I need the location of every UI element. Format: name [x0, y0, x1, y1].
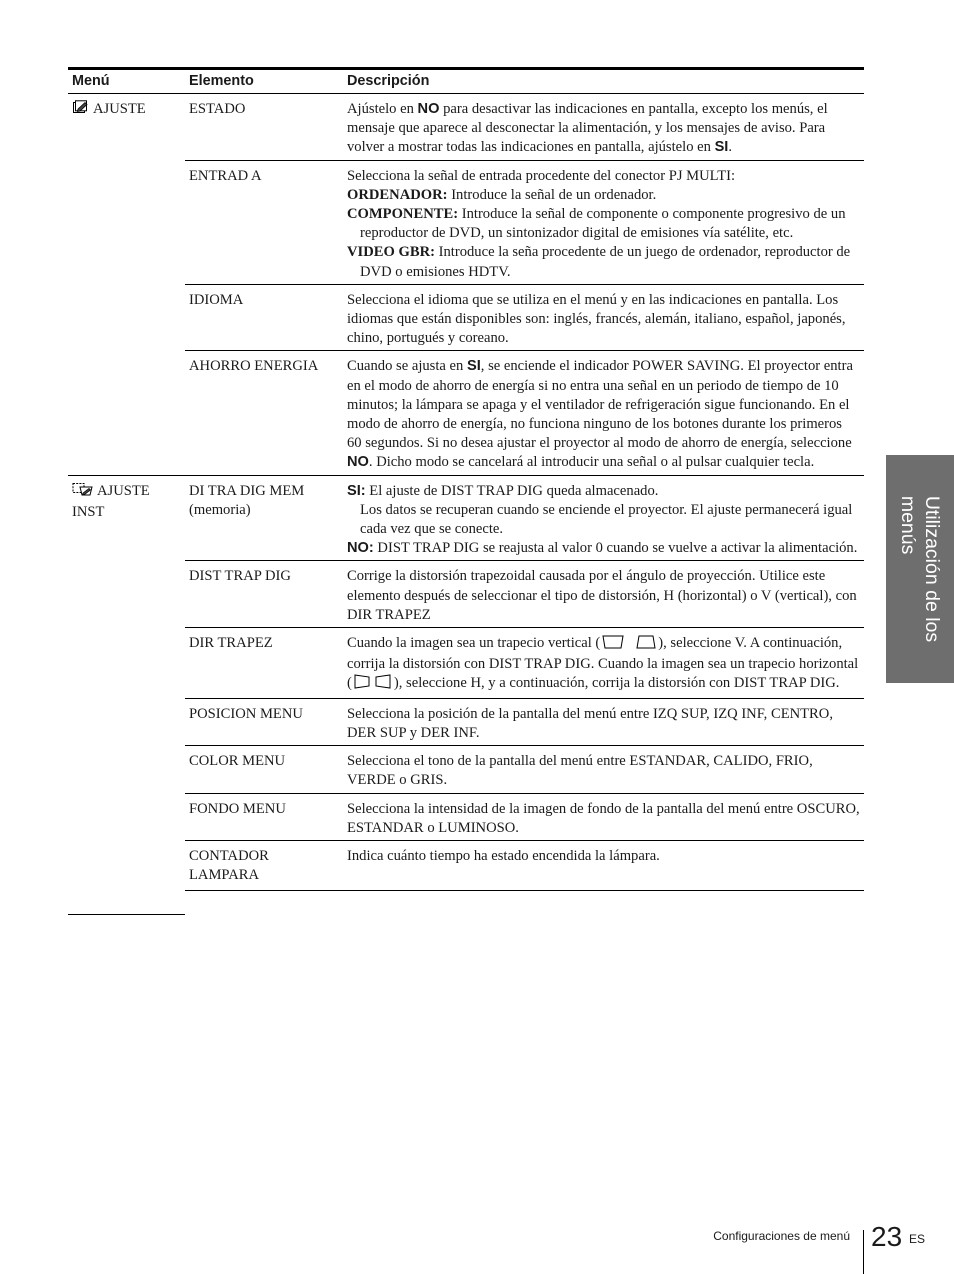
desc-text: .	[728, 139, 733, 156]
menu-cell-ajuste	[68, 94, 185, 476]
element-cell: DIST TRAP DIG	[185, 561, 343, 628]
element-cell: AHORRO ENERGIA	[185, 351, 343, 475]
desc-text: ), seleccione V. A continuación, corrija la distorsión con DIST TRAP DIG. Cuando la imagen sea un trapecio horizontal (	[347, 635, 859, 692]
desc-text: Introduce la seña procedente de un juego de ordenador, reproductor de DVD o emisiones HDTV.	[360, 244, 851, 280]
trapezoid-vertical-icon	[602, 635, 656, 655]
desc-text: . Dicho modo se cancelará al introducir una señal o al pulsar cualquier tecla.	[368, 454, 815, 471]
table-row	[68, 561, 864, 628]
desc-text: Cuando se ajusta en	[347, 358, 467, 375]
element-cell: FONDO MENU	[185, 793, 343, 840]
element-cell: ENTRAD A	[185, 160, 343, 284]
side-tab-line: menús	[897, 495, 919, 555]
desc-text: El ajuste de DIST TRAP DIG queda almacenado.	[365, 482, 659, 499]
table-row	[68, 628, 864, 699]
side-tab-text	[896, 496, 944, 642]
menu-label: AJUSTE INST	[72, 482, 150, 520]
table-row	[68, 284, 864, 351]
desc-term: COMPONENTE:	[347, 206, 459, 223]
table-row	[68, 698, 864, 745]
page-number: 23	[871, 1221, 903, 1252]
desc-term: VIDEO GBR:	[347, 244, 435, 261]
desc-intro: Selecciona la señal de entrada procedente del conector PJ MULTI:	[347, 167, 736, 184]
installation-settings-icon	[72, 482, 94, 503]
description-cell	[343, 94, 864, 161]
trapezoid-horizontal-icon	[354, 674, 392, 695]
footer-section-title: Configuraciones de menú	[713, 1229, 850, 1243]
table-row	[68, 351, 864, 475]
description-cell	[343, 160, 864, 284]
element-cell: CONTADOR LAMPARA	[185, 840, 343, 890]
element-cell: COLOR MENU	[185, 746, 343, 793]
settings-icon	[72, 100, 90, 121]
header-description: Descripción	[343, 69, 864, 94]
description-cell	[343, 628, 864, 699]
table-row	[68, 94, 864, 161]
desc-text: Introduce la señal de un ordenador.	[447, 186, 657, 203]
desc-text: ), seleccione H, y a continuación, corrija la distorsión con DIST TRAP DIG.	[393, 675, 840, 692]
table-row	[68, 793, 864, 840]
desc-text: , se enciende el indicador POWER SAVING. El proyector entra en el modo de ahorro de energía si no entra una señal en un periodo de tiempo de 10 minutos; la lámpara se apaga y el ventilador de refrigeración sigue funcionando. En el modo de ahorro de energía, no funciona ninguno de los botones durante los primeros 60 segundos. Si no desea ajustar el proyector al modo de ahorro de energía, seleccione	[347, 358, 853, 452]
description-cell: Selecciona el idioma que se utiliza en el menú y en las indicaciones en pantalla. Los idiomas que están disponibles son: inglés, francés, alemán, italiano, español, japonés, chino, portugués y coreano.	[343, 284, 864, 351]
description-cell: Selecciona la intensidad de la imagen de fondo de la pantalla del menú entre OSCURO, ESTANDAR o LUMINOSO.	[343, 793, 864, 840]
table-row	[68, 475, 864, 561]
desc-text: para desactivar las indicaciones en pantalla, excepto los menús, el mensaje que aparece al desconectar la alimentación, y los mensajes de aviso. Para volver a mostrar todas las indicaciones en pantalla, ajústelo en	[347, 101, 828, 156]
table-header-row	[68, 69, 864, 94]
section-side-tab	[886, 455, 954, 683]
desc-detail: Los datos se recuperan cuando se enciende el proyector. El ajuste permanecerá igual cada vez que se conecte.	[360, 501, 853, 538]
description-cell: Selecciona la posición de la pantalla del menú entre IZQ SUP, IZQ INF, CENTRO, DER SUP y DER INF.	[343, 698, 864, 745]
table-row	[68, 160, 864, 284]
description-cell	[343, 351, 864, 475]
header-element: Elemento	[185, 69, 343, 94]
footer-divider	[863, 1230, 864, 1274]
desc-item	[347, 243, 860, 281]
desc-keyword: SI	[714, 139, 729, 156]
desc-keyword: SI:	[347, 482, 366, 499]
element-cell: POSICION MENU	[185, 698, 343, 745]
table-bottom-rule-menu-col	[68, 914, 185, 915]
description-cell: Corrige la distorsión trapezoidal causada por el ángulo de proyección. Utilice este elemento después de seleccionar el tipo de distorsión, H (horizontal) o V (vertical), con DIR TRAPEZ	[343, 561, 864, 628]
menu-table	[68, 67, 864, 891]
description-cell	[343, 475, 864, 561]
desc-keyword: SI	[466, 358, 481, 375]
menu-cell-ajuste-inst	[68, 475, 185, 891]
table-row	[68, 840, 864, 890]
table-row	[68, 746, 864, 793]
element-cell: ESTADO	[185, 94, 343, 161]
element-cell: IDIOMA	[185, 284, 343, 351]
header-menu: Menú	[68, 69, 185, 94]
side-tab-line: Utilización de los	[921, 495, 943, 643]
menu-label: AJUSTE	[93, 101, 146, 117]
desc-keyword: NO	[347, 454, 369, 471]
desc-item	[347, 186, 860, 205]
desc-term: ORDENADOR:	[347, 186, 448, 203]
desc-text: Ajústelo en	[347, 101, 418, 117]
desc-keyword: NO	[417, 101, 440, 117]
description-cell: Indica cuánto tiempo ha estado encendida la lámpara.	[343, 840, 864, 890]
element-cell: DIR TRAPEZ	[185, 628, 343, 699]
desc-text: DIST TRAP DIG se reajusta al valor 0 cuando se vuelve a activar la alimentación.	[373, 540, 858, 557]
page-language: ES	[909, 1232, 926, 1246]
desc-text: Cuando la imagen sea un trapecio vertical (	[347, 635, 601, 652]
desc-item	[347, 205, 860, 243]
desc-text: Introduce la señal de componente o componente progresivo de un reproductor de DVD, un sintonizador digital de emisiones vía satélite, etc.	[360, 206, 846, 242]
description-cell: Selecciona el tono de la pantalla del menú entre ESTANDAR, CALIDO, FRIO, VERDE o GRIS.	[343, 746, 864, 793]
desc-keyword: NO:	[347, 540, 374, 557]
element-cell: DI TRA DIG MEM (memoria)	[185, 475, 343, 561]
